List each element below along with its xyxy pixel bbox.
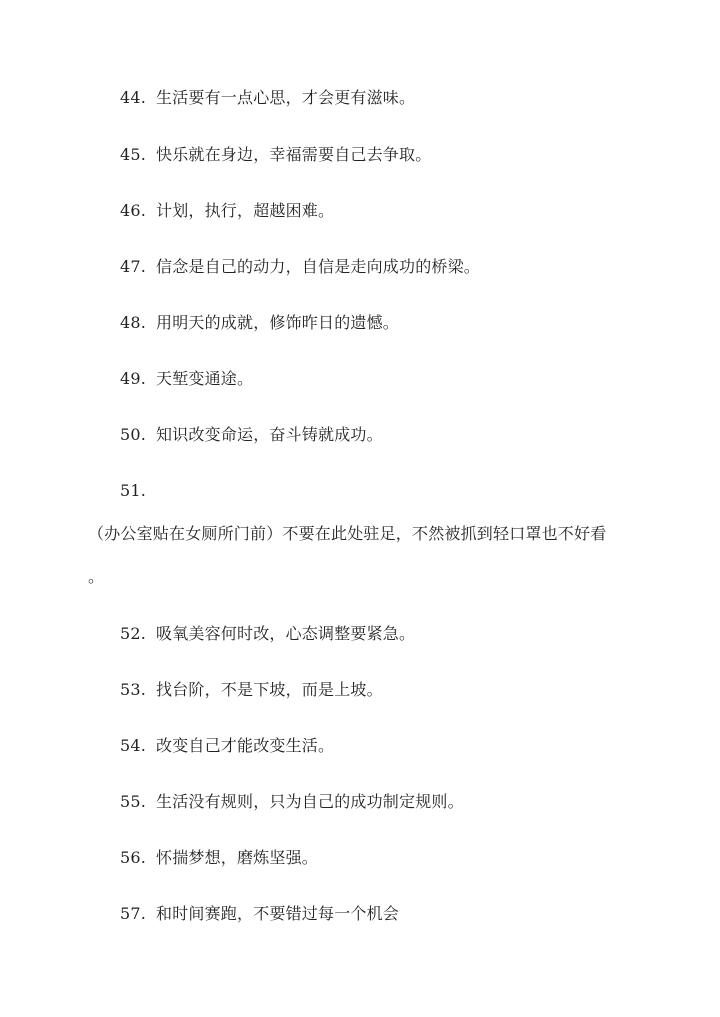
list-item-45 [120,145,431,165]
item-number: 54. [120,736,147,755]
list-item-50 [120,425,383,445]
item-number: 51. [120,481,147,500]
item-number: 52. [120,624,147,643]
item-text: 天堑变通途。 [156,369,254,388]
item-text: 生活没有规则，只为自己的成功制定规则。 [156,792,464,811]
list-item-47 [120,257,480,277]
item-text: 计划，执行，超越困难。 [156,201,335,220]
list-item-55 [120,792,464,812]
item-number: 53. [120,680,147,699]
item-text: 改变自己才能改变生活。 [156,736,335,755]
item-text: 用明天的成就，修饰昨日的遗憾。 [156,313,400,332]
list-item-51-continuation: （办公室贴在女厕所门前）不要在此处驻足，不然被抓到轻口罩也不好看 [88,524,607,543]
list-item-49 [120,369,253,389]
list-item-48 [120,313,399,333]
list-item-52 [120,624,415,644]
item-number: 47. [120,257,147,276]
list-item-56 [120,848,318,868]
list-item-46 [120,201,334,221]
list-item-54 [120,736,334,756]
item-number: 57. [120,904,147,923]
item-text: 吸氧美容何时改，心态调整要紧急。 [156,624,416,643]
item-number: 45. [120,145,147,164]
item-text: 知识改变命运，奋斗铸就成功。 [156,425,383,444]
list-item-57 [120,904,399,924]
item-number: 46. [120,201,147,220]
item-number: 49. [120,369,147,388]
list-item-44 [120,88,415,108]
item-number: 44. [120,88,147,107]
item-number: 56. [120,848,147,867]
list-item-51 [120,481,156,501]
item-text: 信念是自己的动力，自信是走向成功的桥梁。 [156,257,481,276]
item-text: 怀揣梦想，磨炼坚强。 [156,848,319,867]
item-text: 快乐就在身边，幸福需要自己去争取。 [156,145,432,164]
item-number: 50. [120,425,147,444]
item-number: 55. [120,792,147,811]
list-item-53 [120,680,383,700]
item-text: 生活要有一点心思，才会更有滋味。 [156,88,416,107]
item-number: 48. [120,313,147,332]
item-text: 找台阶，不是下坡，而是上坡。 [156,680,383,699]
item-text: 和时间赛跑，不要错过每一个机会 [156,904,400,923]
list-item-51-tail: 。 [88,567,105,586]
